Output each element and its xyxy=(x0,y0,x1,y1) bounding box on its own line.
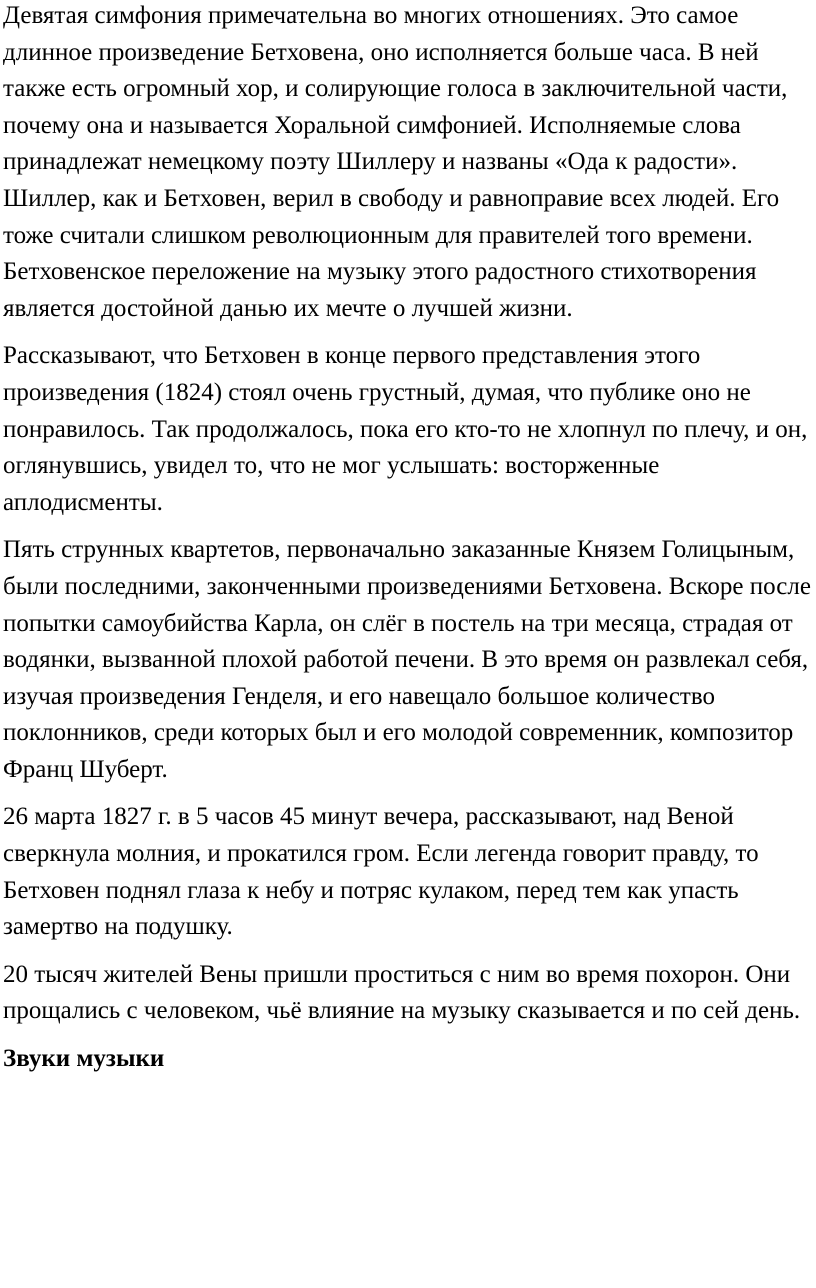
paragraph-premiere: Рассказывают, что Бетховен в конце первого представления этого произведения (1824) стоял очень грустный, думая, что публике оно не понравилось. Так продолжалось, пока его кто-то не хлопнул по плечу, и он, оглянувшись, увидел то, что не мог услышать: восторженные аплодисменты. xyxy=(3,342,808,516)
paragraph-string-quartets: Пять струнных квартетов, первоначально заказанные Князем Голицыным, были последними, законченными произведениями Бетховена. Вскоре после попытки самоубийства Карла, он слёг в постель на три месяца, страдая от водянки, вызванной плохой работой печени. В это время он развлекал себя, изучая произведения Генделя, и его навещало большое количество поклонников, среди которых был и его молодой современник, композитор Франц Шуберт. xyxy=(3,536,811,783)
paragraph-ninth-symphony: Девятая симфония примечательна во многих отношениях. Это самое длинное произведение Бетховена, оно исполняется больше часа. В ней также есть огромный хор, и солирующие голоса в заключительной части, почему она и называется Хоральной симфонией. Исполняемые слова принадлежат немецкому поэту Шиллеру и названы «Ода к радости». Шиллер, как и Бетховен, верил в свободу и равноправие всех людей. Его тоже считали слишком революционным для правителей того времени. Бетховенское переложение на музыку этого радостного стихотворения является достойной данью их мечте о лучшей жизни. xyxy=(3,2,788,322)
section-heading: Звуки музыки xyxy=(3,1045,165,1073)
paragraph-death: 26 марта 1827 г. в 5 часов 45 минут вечера, рассказывают, над Веной сверкнула молния, и прокатился гром. Если легенда говорит правду, то Бетховен поднял глаза к небу и потряс кулаком, перед тем как упасть замертво на подушку. xyxy=(3,803,759,941)
paragraph-funeral: 20 тысяч жителей Вены пришли проститься с ним во время похорон. Они прощались с человеком, чьё влияние на музыку сказывается и по сей день. xyxy=(3,960,801,1025)
